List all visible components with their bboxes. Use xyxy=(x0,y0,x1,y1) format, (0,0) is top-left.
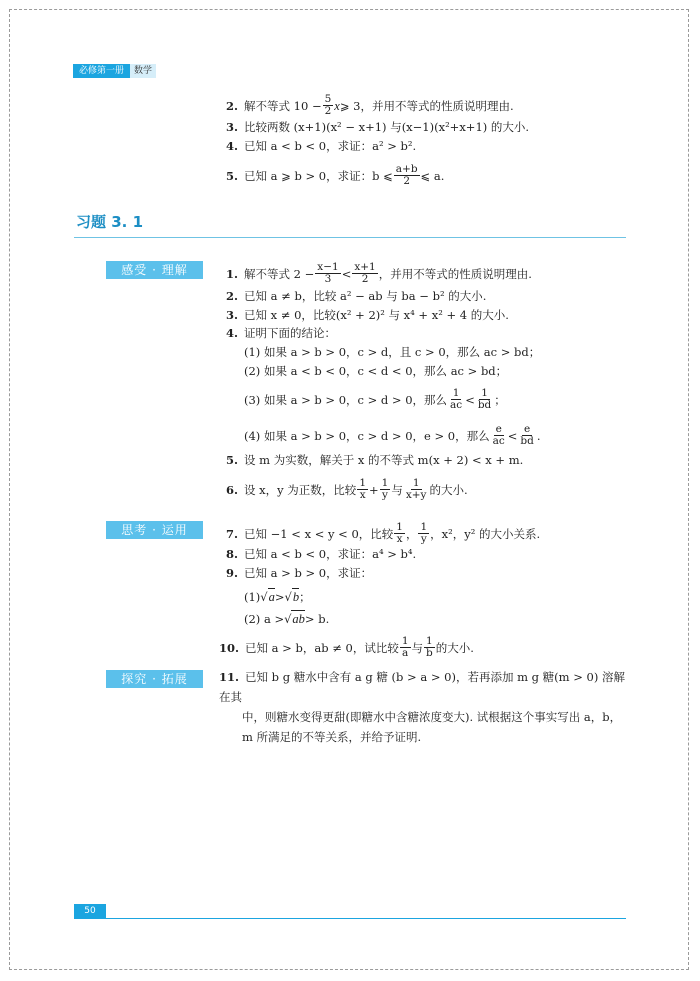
exercise-7: 7. 已知 −1 < x < y < 0，比较 $\frac{1}{x}$ ， $\frac{1}{y}$ ，x²，y² 的大小关系. xyxy=(226,521,541,545)
exercise-9-part-2: (2) a > √ ab > b. xyxy=(244,611,330,626)
section-divider xyxy=(74,237,626,238)
exercise-2: 2. 已知 a ≠ b，比较 a² − ab 与 ba − b² 的大小. xyxy=(226,289,487,303)
exercise-4-part-3: (3) 如果 a > b > 0，c > d > 0，那么 $\frac{1}{ac}$ < $\frac{1}{bd}$ ； xyxy=(244,387,506,411)
practice-item-3: 3. 比较两数 (x+1)(x² − x+1) 与(x−1)(x²+x+1) 的大小. xyxy=(226,120,530,134)
footer-divider xyxy=(74,918,626,919)
fraction: $\frac{5}{2}$ xyxy=(324,93,332,117)
exercise-8: 8. 已知 a < b < 0，求证：a⁴ > b⁴. xyxy=(226,547,417,561)
exercise-5: 5. 设 m 为实数，解关于 x 的不等式 m(x + 2) < x + m. xyxy=(226,453,524,467)
running-header xyxy=(73,64,156,78)
exercise-4-part-1: (1) 如果 a > b > 0，c > d，且 c > 0，那么 ac > bd； xyxy=(244,345,541,359)
exercise-9-part-1: (1) √ a > √ b ； xyxy=(244,589,311,604)
practice-item-2: 2. 解不等式 10 − $\frac{5}{2}$ x ⩾ 3，并用不等式的性质说明理由. xyxy=(226,93,514,117)
exercise-3: 3. 已知 x ≠ 0，比较(x² + 2)² 与 x⁴ + x² + 4 的大小. xyxy=(226,308,509,322)
exercise-4: 4. 证明下面的结论： xyxy=(226,326,337,340)
exercise-11: 11. 已知 b g 糖水中含有 a g 糖 (b > a > 0)，若再添加 m g 糖(m > 0) 溶解在其 中，则糖水变得更甜(即糖水中含糖浓度变大). 试根据这个事实写出 a，b， m 所满足的不等关系，并给予证明. xyxy=(219,670,625,744)
category-label-application: 思考 · 运用 xyxy=(106,521,203,539)
category-label-exploration: 探究 · 拓展 xyxy=(106,670,203,688)
subject-title: 数学 xyxy=(130,64,156,78)
category-label-understanding: 感受 · 理解 xyxy=(106,261,203,279)
exercise-4-part-2: (2) 如果 a < b < 0，c < d < 0，那么 ac > bd； xyxy=(244,364,508,378)
book-title: 必修第一册 xyxy=(73,64,130,78)
exercise-9: 9. 已知 a > b > 0，求证： xyxy=(226,566,373,580)
exercise-10: 10. 已知 a > b，ab ≠ 0，试比较 $\frac{1}{a}$ 与 $\frac{1}{b}$ 的大小. xyxy=(219,635,474,659)
exercise-6: 6. 设 x，y 为正数，比较 $\frac{1}{x}$ + $\frac{1}{y}$ 与 $\frac{1}{x+y}$ 的大小. xyxy=(226,477,468,501)
fraction: $\frac{a+b}{2}$ xyxy=(395,163,418,187)
page-number: 50 xyxy=(74,904,106,919)
section-title: 习题 3. 1 xyxy=(76,213,144,231)
exercise-1: 1. 解不等式 2 − $\frac{x-1}{3}$ < $\frac{x+1}{2}$ ，并用不等式的性质说明理由. xyxy=(226,261,532,285)
practice-item-4: 4. 已知 a < b < 0，求证：a² > b². xyxy=(226,139,417,153)
practice-item-5: 5. 已知 a ⩾ b > 0，求证：b ⩽ $\frac{a+b}{2}$ ⩽ a. xyxy=(226,163,445,187)
exercise-4-part-4: (4) 如果 a > b > 0，c > d > 0，e > 0，那么 $\frac{e}{ac}$ < $\frac{e}{bd}$ . xyxy=(244,423,541,447)
